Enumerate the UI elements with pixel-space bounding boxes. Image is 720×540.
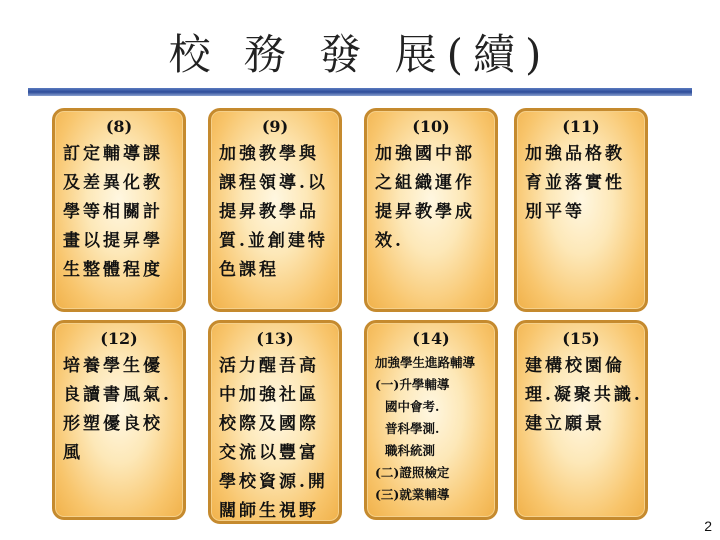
card-number: (8): [105, 117, 133, 136]
card-line: 加強學生進路輔導: [375, 355, 476, 370]
card-line: 加強教學與: [219, 144, 319, 164]
card-line: 建立願景: [525, 414, 605, 434]
card-line: 訂定輔導課: [63, 144, 163, 164]
slide-title: 校 務 發 展(續): [168, 30, 552, 79]
card-line: 加強國中部: [375, 144, 475, 164]
card-line: (三)就業輔導: [375, 487, 450, 502]
card-line: 色課程: [219, 260, 279, 280]
card-12: [52, 320, 186, 520]
card-line: 形塑優良校: [63, 414, 163, 434]
card-line: 育並落實性: [525, 173, 625, 193]
card-line: 國中會考.: [385, 399, 440, 414]
page-number: 2: [704, 518, 712, 534]
card-line: 提昇教學品: [219, 202, 319, 222]
card-line: 別平等: [525, 202, 585, 222]
card-line: 質.並創建特: [219, 231, 328, 251]
card-number: (15): [562, 329, 600, 348]
card-line: 闊師生視野: [219, 501, 319, 521]
card-8: [52, 108, 186, 312]
card-number: (13): [256, 329, 294, 348]
card-11: [514, 108, 648, 312]
card-line: 普科學測.: [385, 421, 440, 436]
card-line: 之組織運作: [375, 173, 475, 193]
card-line: 職科統測: [385, 443, 436, 458]
card-line: 提昇教學成: [375, 202, 475, 222]
card-13: [208, 320, 342, 524]
card-line: 效.: [375, 231, 404, 251]
card-line: 中加強社區: [219, 385, 319, 405]
card-number: (14): [412, 329, 450, 348]
card-9: [208, 108, 342, 312]
card-line: 培養學生優: [63, 356, 163, 376]
card-line: 生整體程度: [63, 260, 163, 280]
card-line: 理.凝聚共識.: [525, 385, 643, 405]
card-line: (二)證照檢定: [375, 465, 450, 480]
card-number: (12): [100, 329, 138, 348]
card-10: [364, 108, 498, 312]
card-number: (10): [412, 117, 450, 136]
card-line: 學校資源.開: [219, 472, 328, 492]
title-divider: [28, 88, 692, 96]
card-line: 風: [63, 443, 83, 463]
card-line: 活力醒吾高: [219, 356, 319, 376]
card-line: 學等相關計: [63, 202, 163, 222]
card-line: 建構校園倫: [525, 356, 625, 376]
card-number: (9): [261, 117, 289, 136]
card-line: 畫以提昇學: [63, 231, 163, 251]
card-number: (11): [562, 117, 600, 136]
card-line: 良讀書風氣.: [63, 385, 172, 405]
card-line: (一)升學輔導: [375, 377, 450, 392]
card-14: [364, 320, 498, 520]
card-line: 課程領導.以: [219, 173, 328, 193]
card-line: 交流以豐富: [219, 443, 319, 463]
card-line: 加強品格教: [525, 144, 625, 164]
card-15: [514, 320, 648, 520]
card-line: 及差異化教: [63, 173, 163, 193]
card-line: 校際及國際: [219, 414, 319, 434]
